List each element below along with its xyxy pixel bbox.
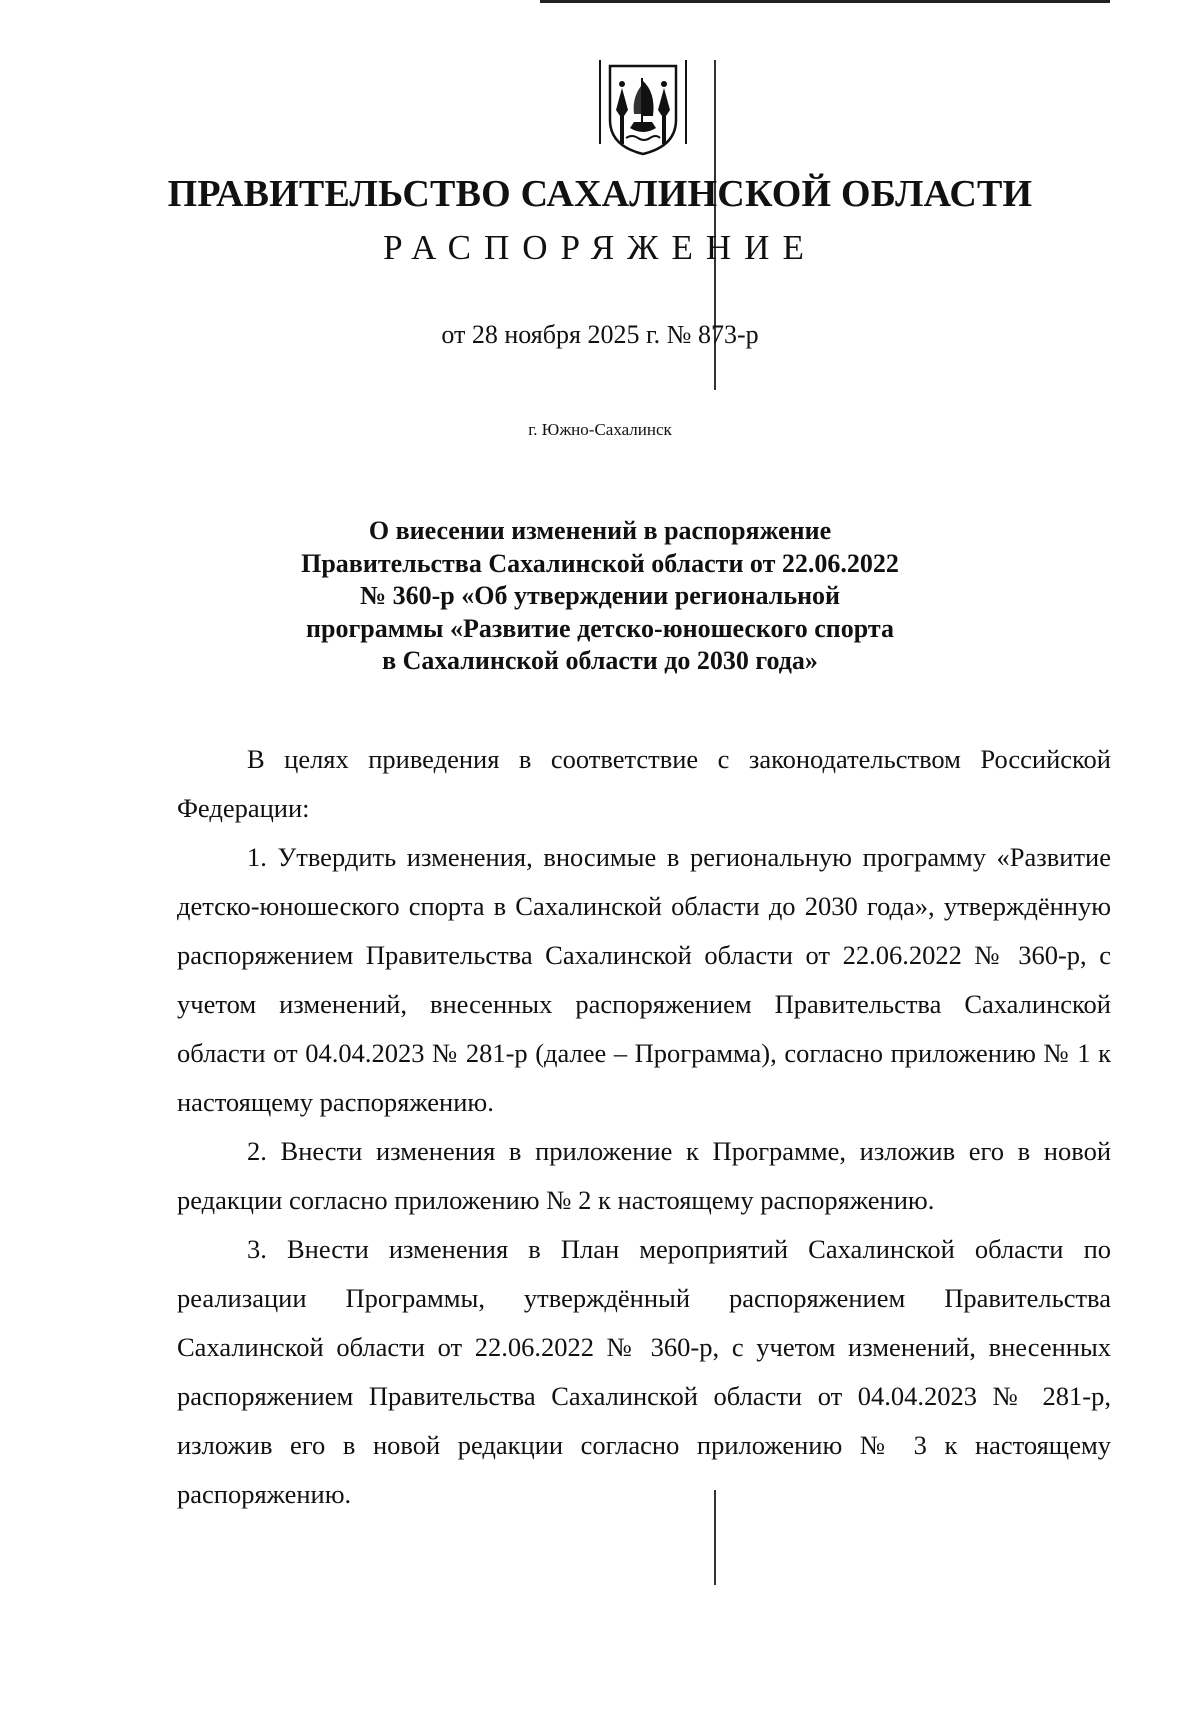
subject-line: Правительства Сахалинской области от 22.06.2022 xyxy=(301,548,899,578)
document-city: г. Южно-Сахалинск xyxy=(528,420,672,439)
clause-paragraph-3: 3. Внести изменения в План мероприятий Сахалинской области по реализации Программы, утверждённый распоряжением Правительства Сахалинской области от 22.06.2022 № 360-р, с учетом изменений, внесенных распоряжением Правительства Сахалинской области от 04.04.2023 № 281-р, изложив его в новой редакции согласно приложению № 3 к настоящему распоряжению. xyxy=(177,1234,1111,1509)
clause-paragraph-1: 1. Утвердить изменения, вносимые в региональную программу «Развитие детско-юношеского спорта в Сахалинской области до 2030 года», утверждённую распоряжением Правительства Сахалинской области от 22.06.2022 № 360-р, с учетом изменений, внесенных распоряжением Правительства Сахалинской области от 04.04.2023 № 281-р (далее – Программа), согласно приложению № 1 к настоящему распоряжению. xyxy=(177,842,1111,1117)
coat-of-arms-emblem xyxy=(596,58,690,156)
subject-line: О виесении изменений в распоряжение xyxy=(368,516,832,545)
document-subject xyxy=(0,515,1200,678)
subject-line: программы «Развитие детско-юношеского спорта xyxy=(306,613,894,643)
organization-title: ПРАВИТЕЛЬСТВО САХАЛИНСКОЙ ОБЛАСТИ xyxy=(167,173,1033,215)
subject-line: в Сахалинской области до 2030 года» xyxy=(382,646,818,675)
clause-paragraph-2: 2. Внести изменения в приложение к Программе, изложив его в новой редакции согласно приложению № 2 к настоящему распоряжению. xyxy=(177,1136,1111,1215)
sakhalin-coat-of-arms-icon xyxy=(596,58,690,156)
document-type-heading: РАСПОРЯЖЕНИЕ xyxy=(383,228,817,267)
scan-top-rule xyxy=(540,0,1110,3)
preamble-paragraph: В целях приведения в соответствие с законодательством Российской Федерации: xyxy=(177,744,1111,823)
subject-line: № 360-р «Об утверждении региональной xyxy=(359,581,841,610)
document-date-number: от 28 ноября 2025 г. № 873-р xyxy=(441,320,759,349)
document-body xyxy=(177,735,1111,1519)
